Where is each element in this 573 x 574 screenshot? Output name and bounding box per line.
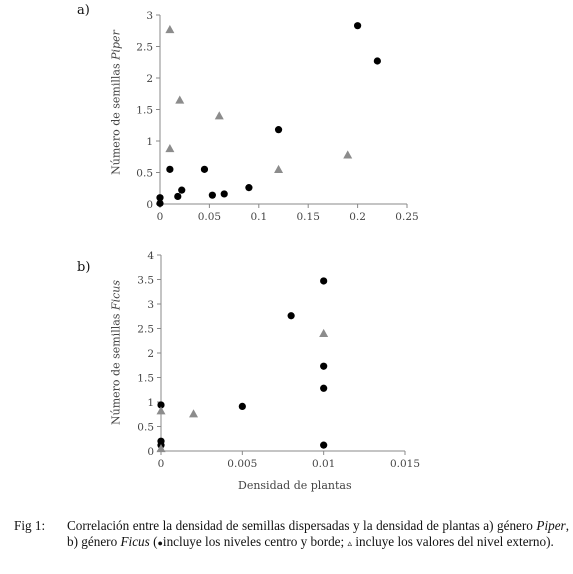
chart-b-point-circle <box>239 403 246 410</box>
chart-a-y-tick-label: 3 <box>146 10 153 22</box>
chart-a-point-circle <box>174 193 181 200</box>
chart-a-point-triangle <box>165 25 174 33</box>
chart-a-point-triangle <box>215 111 224 119</box>
chart-a-x-tick-label: 0.05 <box>197 211 222 223</box>
chart-b-point-circle <box>320 385 327 392</box>
chart-a-y-tick-label: 0.5 <box>136 167 153 180</box>
chart-b-y-tick-label: 3.5 <box>137 274 154 287</box>
chart-b-x-tick-label: 0.015 <box>389 458 421 470</box>
chart-b-y-tick-label: 0.5 <box>137 421 154 434</box>
chart-a-point-triangle <box>165 144 174 152</box>
caption-triangle-symbol: ▵ <box>347 538 353 548</box>
chart-b-point-triangle <box>319 329 328 337</box>
chart-a-point-circle <box>221 190 228 197</box>
caption-text-3: ( <box>149 534 158 549</box>
chart-a-point-triangle <box>175 96 184 104</box>
chart-b-y-tick-label: 4 <box>147 250 154 262</box>
chart-a-y-tick-label: 2.5 <box>136 41 153 54</box>
chart-b-point-circle <box>320 442 327 449</box>
chart-b-point-circle <box>288 312 295 319</box>
chart-a-x-tick-label: 0.25 <box>395 211 419 223</box>
chart-a-point-circle <box>166 166 173 173</box>
chart-b-point-triangle <box>157 406 166 414</box>
chart-b-y-tick-label: 2.5 <box>137 323 154 336</box>
chart-b-x-tick-label: 0.005 <box>227 458 258 470</box>
chart-a-point-circle <box>275 126 282 133</box>
chart-b-y-tick-label: 0 <box>147 446 154 458</box>
caption-body <box>67 518 569 551</box>
chart-b-point-circle <box>320 363 327 370</box>
chart-a-x-tick-label: 0.15 <box>296 211 320 223</box>
chart-a-point-triangle <box>343 150 352 158</box>
caption-genus-piper: Piper <box>536 518 566 533</box>
chart-b-y-tick-label: 1.5 <box>137 372 154 385</box>
chart-a-point-circle <box>209 192 216 199</box>
chart-a-x-tick-label: 0.2 <box>349 211 366 223</box>
chart-a-point-circle <box>156 200 163 207</box>
chart-a-point-circle <box>354 22 361 29</box>
chart-a-x-tick-label: 0 <box>156 211 164 223</box>
chart-a-point-circle <box>178 187 185 194</box>
chart-a-point-triangle <box>274 165 283 173</box>
chart-a-point-circle <box>201 166 208 173</box>
panel-b-label: b) <box>77 260 91 275</box>
chart-b-y-tick-label: 3 <box>147 299 154 311</box>
caption-text-2: , b) género <box>67 518 569 549</box>
chart-a-y-tick-label: 1.5 <box>136 104 153 117</box>
caption-text-5: incluye los valores del nivel externo). <box>352 534 554 549</box>
chart-b-ylabel-genus: Ficus <box>109 280 123 311</box>
chart-b-y-tick-label: 1 <box>147 397 154 409</box>
chart-a-y-tick-label: 2 <box>146 73 153 85</box>
chart-a-ylabel-genus: Piper <box>109 30 123 60</box>
chart-a-y-tick-label: 1 <box>146 136 153 148</box>
chart-a-point-circle <box>245 184 252 191</box>
caption-text-4: incluye los niveles centro y borde; <box>162 534 348 549</box>
chart-b-ylabel-text: Número de semillas <box>109 310 123 425</box>
chart-b-xlabel: Densidad de plantas <box>238 479 352 492</box>
chart-b <box>0 245 573 495</box>
caption-circle-symbol: ● <box>157 538 163 548</box>
chart-b-x-tick-label: 0.01 <box>311 458 336 470</box>
caption-label: Fig 1: <box>14 518 46 533</box>
chart-a-ylabel-text: Número de semillas <box>109 59 123 175</box>
chart-b-point-circle <box>320 277 327 284</box>
chart-a-x-tick-label: 0.1 <box>250 211 268 223</box>
figure-caption <box>14 518 569 551</box>
panel-a-label: a) <box>77 3 90 18</box>
caption-text-1: Correlación entre la densidad de semillas dispersadas y la densidad de plantas a) género <box>67 518 537 533</box>
caption-genus-ficus: Ficus <box>120 534 150 549</box>
chart-b-y-tick-label: 2 <box>147 348 154 360</box>
chart-a-y-tick-label: 0 <box>146 199 153 211</box>
chart-b-x-tick-label: 0 <box>157 458 165 470</box>
chart-b-point-triangle <box>189 409 198 417</box>
chart-a-point-circle <box>374 57 381 64</box>
chart-a <box>0 0 573 250</box>
